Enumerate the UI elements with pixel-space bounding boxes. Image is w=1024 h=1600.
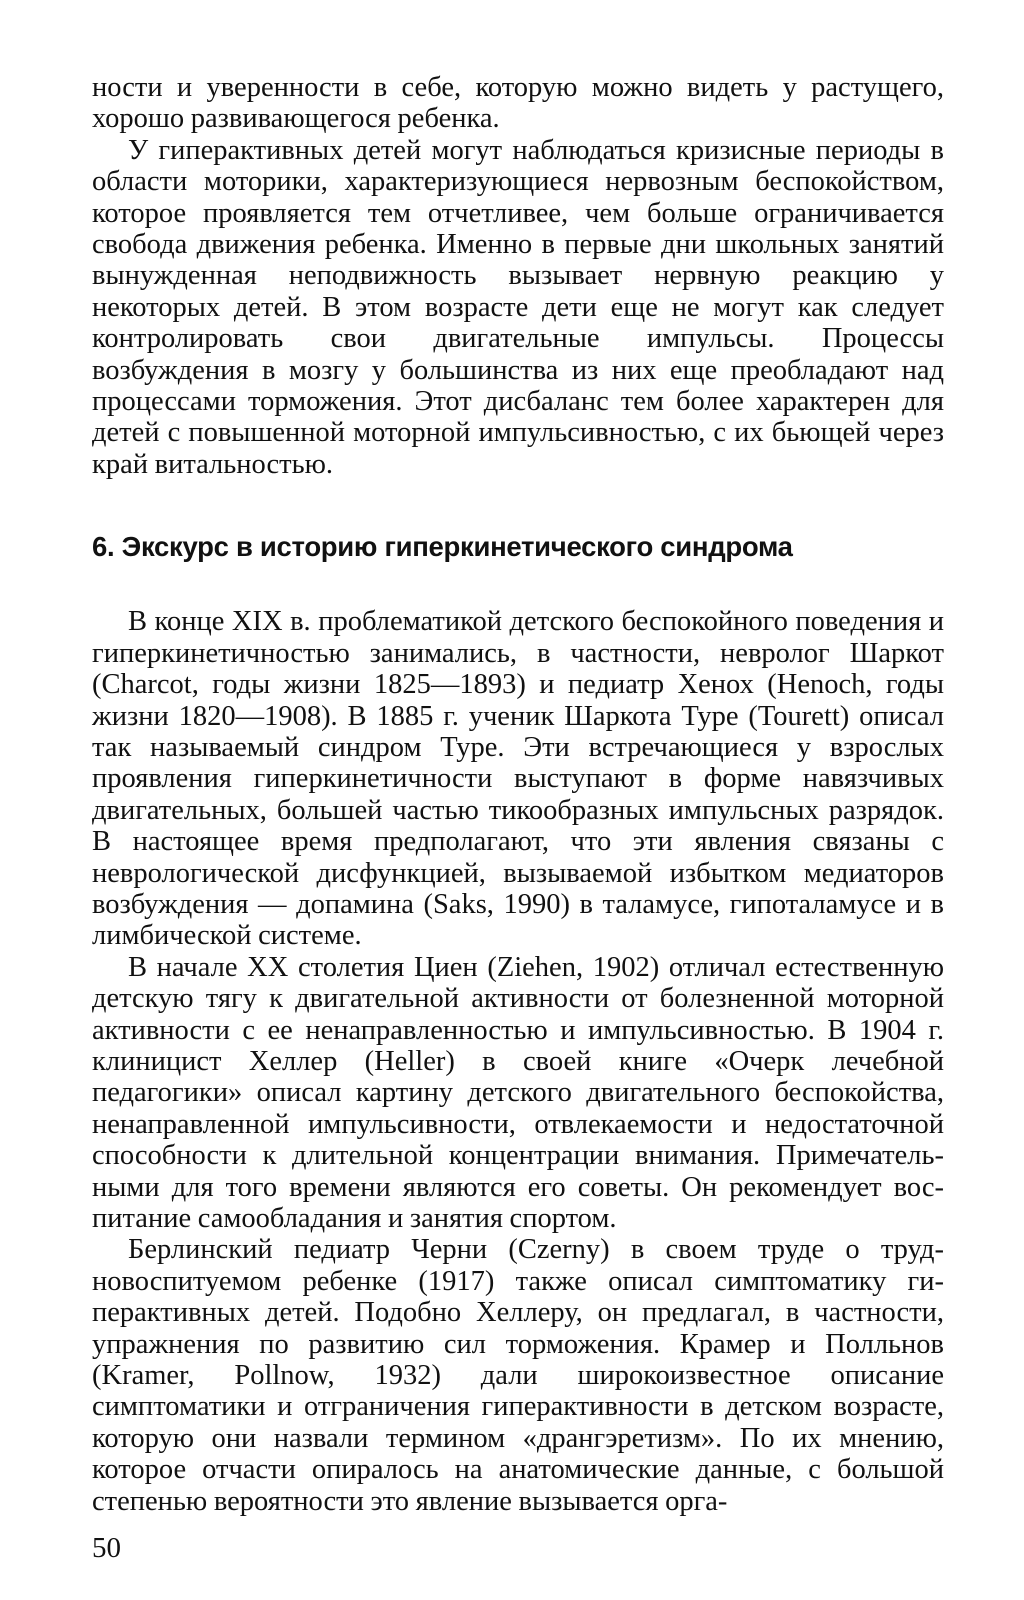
- paragraph-20th-century: В начале XX столетия Циен (Ziehen, 1902) отличал естественную детскую тягу к двигательной активности от болезненной моторной активности с ее ненаправленностью и импульсивностью. В 1904 г. клиницист Хеллер (Heller) в своей книге «Очерк лечебной педагогики» описал картину детского двигательного беспокойства, ненаправленной импульсивности, отвлекаемости и недостаточной способности к длительной концентрации внимания. Примечательными для того времени являются его советы. Он рекомендует воспитание самообладания и занятия спортом.: [92, 951, 944, 1234]
- paragraph-19th-century: В конце XIX в. проблематикой детского беспокойного поведения и гиперкинетичностью занимались, в частности, невролог Шаркот (Charcot, годы жизни 1825—1893) и педиатр Хенох (Henoch, годы жизни 1820—1908). В 1885 г. ученик Шаркота Туре (Tourett) описал так называемый синдром Туре. Эти встречающиеся у взрослых проявления гиперкинетичности выступают в форме навязчивых двигательных, большей частью тикообразных импульсных разрядок. В настоящее время предполагают, что эти явления связаны с неврологической дисфункцией, вызываемой избытком медиаторов возбуждения — допамина (Saks, 1990) в таламусе, гипоталамусе и в лимбической системе.: [92, 606, 944, 952]
- paragraph-czerny: Берлинский педиатр Черни (Czerny) в своем труде о трудновоспитуемом ребенке (1917) также описал симптоматику гиперактивных детей. Подобно Хеллеру, он предлагал, в частности, упражнения по развитию сил торможения. Крамер и Полльнов (Kramer, Pollnow, 1932) дали широкоизвестное описание симптоматики и отграничения гиперактивности в детском возрасте, которую они назвали термином «дрангэретизм». По их мнению, которое отчасти опиралось на анатомические данные, с большой степенью вероятности это явление вызывается орга-: [92, 1234, 944, 1517]
- paragraph-hyperactive-crisis: У гиперактивных детей могут наблюдаться кризисные периоды в области моторики, характеризующиеся нервозным беспокойством, которое проявляется тем отчетливее, чем больше ограничивается свобода движения ребенка. Именно в первые дни школьных занятий вынужденная неподвижность вызывает нервную реакцию у некоторых детей. В этом возрасте дети еще не могут как следует контролировать свои двигательные импульсы. Процессы возбуждения в мозгу у большинства из них еще преобладают над процессами торможения. Этот дисбаланс тем более характерен для детей с повышенной моторной импульсивностью, с их бьющей через край витальностью.: [92, 134, 944, 480]
- page-body: [92, 72, 944, 1517]
- section-heading: 6. Экскурс в историю гиперкинетического синдрома: [92, 531, 793, 563]
- paragraph-continuation: ности и уверенности в себе, которую можно видеть у растущего, хорошо развивающегося ребенка.: [92, 72, 944, 135]
- page-number: 50: [92, 1532, 121, 1564]
